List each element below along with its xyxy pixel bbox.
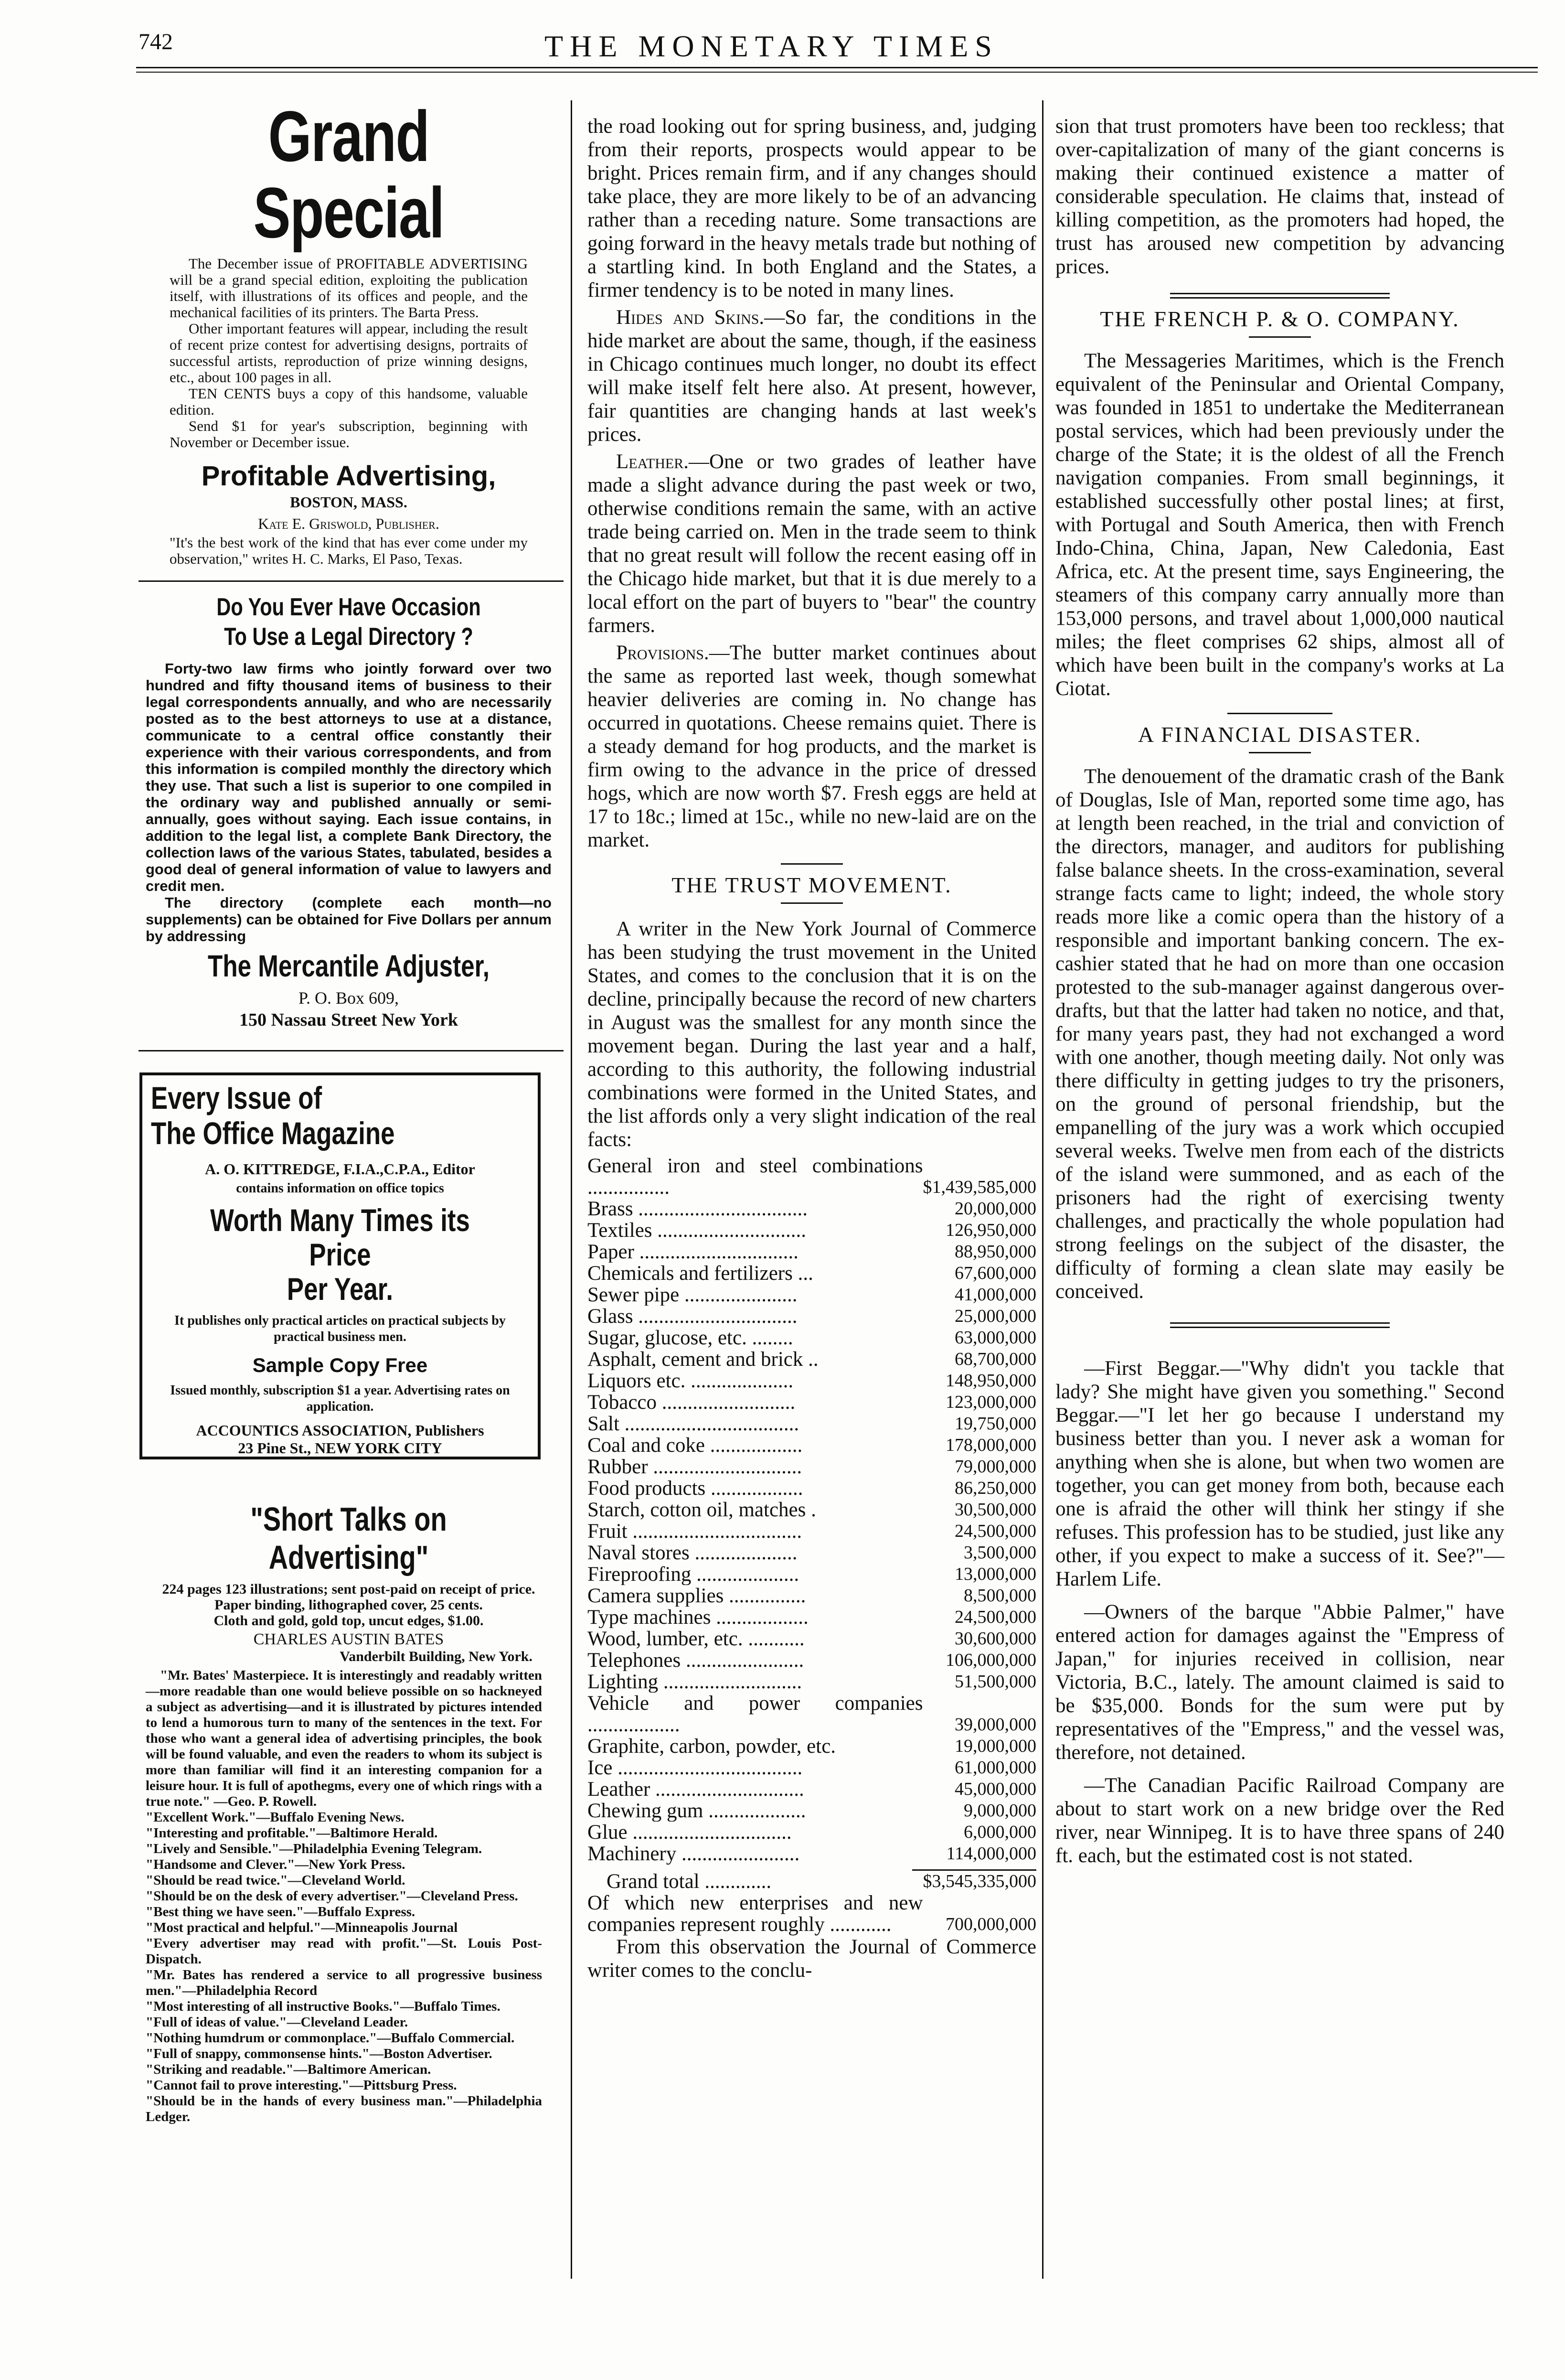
publication-name: Profitable Advertising, xyxy=(201,461,496,492)
po-box: P. O. Box 609, xyxy=(298,988,399,1008)
combination-value: 79,000,000 xyxy=(955,1457,1036,1477)
ad-short-talks xyxy=(136,1500,561,2125)
combination-value: 24,500,000 xyxy=(955,1607,1036,1627)
paragraph: —Owners of the barque "Abbie Palmer," have entered action for damages against the "Empress of Japan," for injuries received in collision, near Victoria, B.C., lately. The amount claimed is said to be $35,000. Bonds for the sum were put by representatives of the "Empress," and the vessel was, therefore, not detained. xyxy=(1055,1601,1504,1764)
combination-value: 9,000,000 xyxy=(964,1801,1036,1821)
sample-copy: Sample Copy Free xyxy=(252,1354,428,1376)
combination-name: Ice .................................... xyxy=(587,1757,803,1779)
testimonial: "It's the best work of the kind that has ever come under my observation," writes H. C. Marks, El Paso, Texas. xyxy=(170,534,528,567)
table-row xyxy=(587,1220,1036,1241)
table-row xyxy=(587,1499,1036,1521)
section-heading: THE FRENCH P. & O. COMPANY. xyxy=(1100,307,1460,331)
combination-value: 20,000,000 xyxy=(955,1199,1036,1219)
table-row xyxy=(587,1564,1036,1585)
section-rule xyxy=(1249,336,1311,338)
combination-name: Chewing gum ................... xyxy=(587,1800,806,1822)
combination-value: 68,700,000 xyxy=(955,1349,1036,1369)
total-value: $3,545,335,000 xyxy=(923,1871,1036,1891)
combination-value: 126,950,000 xyxy=(946,1220,1036,1240)
combination-name: Glue ............................... xyxy=(587,1822,792,1843)
table-row xyxy=(587,1241,1036,1263)
table-row xyxy=(587,1435,1036,1456)
combination-value: 39,000,000 xyxy=(955,1715,1036,1735)
paragraph: the road looking out for spring business, and, judging from their reports, prospects would appear to be bright. Prices remain firm, and if any changes should take place, they are more likely to be of an advancing rather than a receding nature. Some transactions are going forward in the heavy metals trade but nothing of a startling kind. In both England and the States, a firmer tendency is to be noted in many lines. xyxy=(587,115,1036,301)
ad-title: Do You Ever Have Occasion xyxy=(216,593,481,621)
testimonial: "Full of ideas of value."—Cleveland Leader. xyxy=(146,2015,408,2030)
table-row xyxy=(587,1370,1036,1392)
combination-value: 41,000,000 xyxy=(955,1285,1036,1305)
testimonial: "Lively and Sensible."—Philadelphia Evening Telegram. xyxy=(146,1841,482,1856)
masthead: THE MONETARY TIMES xyxy=(544,29,999,63)
table-row xyxy=(587,1392,1036,1413)
header-rule xyxy=(136,67,1538,68)
ad-line: 224 pages 123 illustrations; sent post-paid on receipt of price. xyxy=(162,1581,535,1597)
combination-value: 25,000,000 xyxy=(955,1306,1036,1326)
combinations-table xyxy=(587,1155,1036,1865)
ad-body: Forty-two law firms who jointly forward over two hundred and fifty thousand items of business to their legal correspondents annually, and who are necessarily posted as to the best attorneys to use at a distance, communicate to a central office constantly their experience with their various correspondents, and from this information is compiled monthly the directory which they use. That such a list is superior to one compiled in the ordinary way and published annually or semi-annually, goes without saying. Each issue contains, in addition to the legal list, a complete Bank Directory, the collection laws of the various States, tabulated, besides a good deal of general information of value to lawyers and credit men. xyxy=(146,660,552,894)
paragraph-text: —One or two grades of leather have made a slight advance during the past week or two, otherwise conditions remain the same, with an active trade being carried on. Men in the trade seem to think that no great result will follow the recent easing off in the Chicago hide market, but that it is due merely to a local effort on the part of buyers to "bear" the country farmers. xyxy=(587,450,1036,637)
combination-value: 86,250,000 xyxy=(955,1478,1036,1498)
combination-name: Fireproofing .................... xyxy=(587,1564,799,1585)
paragraph-text: —So far, the conditions in the hide market are about the same, though, if the easiness in Chicago continues much longer, no doubt its effect will make itself felt here also. At present, however, fair quantities are changing hands at last week's prices. xyxy=(587,306,1037,446)
table-row xyxy=(587,1478,1036,1499)
combination-value: 63,000,000 xyxy=(955,1328,1036,1348)
table-row xyxy=(587,1521,1036,1542)
table-row xyxy=(587,1843,1036,1865)
combination-value: 123,000,000 xyxy=(946,1392,1036,1412)
total-row xyxy=(587,1871,1036,1892)
combination-name: Food products .................. xyxy=(587,1478,803,1499)
table-row xyxy=(587,1155,1036,1198)
table-row xyxy=(587,1413,1036,1435)
combination-name: Naval stores .................... xyxy=(587,1542,798,1564)
combination-value: 67,600,000 xyxy=(955,1263,1036,1283)
combination-name: Type machines .................. xyxy=(587,1607,809,1628)
ad-divider xyxy=(138,580,564,582)
combination-name: Leather ............................. xyxy=(587,1779,804,1800)
combination-name: Glass ............................... xyxy=(587,1306,798,1327)
combination-value: 30,500,000 xyxy=(955,1500,1036,1520)
section-rule xyxy=(781,863,843,865)
author: CHARLES AUSTIN BATES xyxy=(253,1630,444,1648)
table-row xyxy=(587,1628,1036,1650)
combination-name: Asphalt, cement and brick .. xyxy=(587,1349,819,1370)
testimonial: "Every advertiser may read with profit."—St. Louis Post-Dispatch. xyxy=(146,1936,542,1967)
combination-value: 3,500,000 xyxy=(964,1543,1036,1563)
table-row xyxy=(587,1779,1036,1800)
paragraph xyxy=(587,306,1036,446)
editor: A. O. KITTREDGE, F.I.A.,C.P.A., Editor xyxy=(205,1160,475,1178)
combination-value: 178,000,000 xyxy=(946,1435,1036,1455)
testimonial: "Mr. Bates' Masterpiece. It is interestingly and readably written—more readable than one would believe possible on so hackneyed a subject as advertising—and it is illustrated by pictures intended to lend a humorous turn to many of the sentences in the text. For those who want a general idea of advertising principles, the book will be found valuable, and even the readers to whom its subject is more than familiar will find it an interesting companion for a leisure hour. It is full of apothegms, every one of which rings with a true note." —Geo. P. Rowell. xyxy=(146,1668,542,1809)
testimonial: "Mr. Bates has rendered a service to all progressive business men."—Philadelphia Record xyxy=(146,1967,542,1998)
run-in-head: Leather. xyxy=(616,450,689,473)
combination-name: Salt .................................. xyxy=(587,1413,799,1435)
ad-body: Other important features will appear, including the result of recent prize contest for advertising designs, portraits of successful artists, reproduction of prize winning designs, etc., about 100 pages in all. xyxy=(170,320,528,386)
section-heading: A FINANCIAL DISASTER. xyxy=(1138,722,1422,747)
section-rule xyxy=(1170,297,1390,299)
ad-legal-directory xyxy=(136,592,561,1031)
combination-name: Sewer pipe ...................... xyxy=(587,1284,798,1306)
paragraph: —First Beggar.—"Why didn't you tackle that lady? She might have given you something." Second Beggar.—"I let her go because I understand my business better than you. I never ask a woman for anything when she is alone, but when two women are together, you can get money from both, because each one is afraid the other will think her stingy if she refuses. This profession has to be studied, just like any other, if you expect to make a success of it. See?"—Harlem Life. xyxy=(1055,1357,1504,1590)
table-row xyxy=(587,1327,1036,1349)
table-row xyxy=(587,1542,1036,1564)
paragraph: sion that trust promoters have been too reckless; that over-capitalization of many of the giant concerns is making their continued existence a matter of considerable speculation. He claims that, instead of killing competition, as the promoters had hoped, the trust has aroused new competition by advancing prices. xyxy=(1055,115,1504,278)
ad-grand-special xyxy=(136,98,561,567)
combination-value: 106,000,000 xyxy=(946,1650,1036,1670)
ad-line: Paper binding, lithographed cover, 25 cents. xyxy=(214,1597,483,1613)
combination-value: 148,950,000 xyxy=(946,1371,1036,1391)
combination-value: 114,000,000 xyxy=(946,1844,1036,1864)
testimonial-list xyxy=(136,1665,561,2125)
section-rule xyxy=(1170,1327,1390,1328)
combination-value: 45,000,000 xyxy=(955,1779,1036,1799)
paragraph: From this observation the Journal of Commerce writer comes to the conclu- xyxy=(587,1936,1036,1982)
combination-value: 30,600,000 xyxy=(955,1629,1036,1649)
table-row xyxy=(587,1585,1036,1607)
issued-line: Issued monthly, subscription $1 a year. Advertising rates on application. xyxy=(170,1383,510,1414)
paragraph-text: —The butter market continues about the same as reported last week, though somewhat heavier deliveries are coming in. No change has occurred in quotations. Cheese remains quiet. There is a steady demand for hog products, and the market is firm owing to the advance in the price of dressed hogs, which are now worth $7. Fresh eggs are held at 17 to 18c.; limed at 15c., while no new-laid are on the market. xyxy=(587,642,1036,851)
section-rule xyxy=(1249,752,1311,753)
table-row xyxy=(587,1693,1036,1736)
column-3 xyxy=(1055,115,1504,1871)
ad-title: Every Issue of xyxy=(151,1080,322,1115)
combination-value: 13,000,000 xyxy=(955,1564,1036,1584)
run-in-head: Provisions. xyxy=(616,642,709,664)
testimonial: "Handsome and Clever."—New York Press. xyxy=(146,1857,405,1872)
ad-line: Cloth and gold, gold top, uncut edges, $1.00. xyxy=(213,1613,484,1629)
ad-title: Grand Special xyxy=(253,96,444,253)
combination-name: Telephones ....................... xyxy=(587,1650,804,1671)
paragraph xyxy=(587,450,1036,637)
combination-name: General iron and steel combinations ................ xyxy=(587,1155,923,1198)
testimonial: "Should be read twice."—Cleveland World. xyxy=(146,1873,405,1888)
table-row xyxy=(587,1263,1036,1284)
table-row xyxy=(587,1198,1036,1220)
testimonial: "Excellent Work."—Buffalo Evening News. xyxy=(146,1810,405,1825)
combination-name: Tobacco .......................... xyxy=(587,1392,796,1413)
combination-value: 19,750,000 xyxy=(955,1414,1036,1434)
testimonial: "Most interesting of all instructive Books."—Buffalo Times. xyxy=(146,1999,500,2014)
table-row xyxy=(587,1671,1036,1693)
table-row xyxy=(587,1736,1036,1757)
testimonial: "Best thing we have seen."—Buffalo Express. xyxy=(146,1904,415,1919)
table-row xyxy=(587,1284,1036,1306)
total-label: Grand total ............. xyxy=(607,1871,772,1892)
contains-line: contains information on office topics xyxy=(236,1181,444,1196)
total-table xyxy=(587,1871,1036,1935)
of-which-value: 700,000,000 xyxy=(946,1914,1036,1934)
paragraph: The Messageries Maritimes, which is the French equivalent of the Peninsular and Oriental Company, was founded in 1851 to undertake the Mediterranean postal services, which had been previously under the charge of the State; it is the oldest of all the French navigation companies. From small beginnings, it established successfully other postal lines; at first, with Portugal and South America, then with French Indo-China, China, Japan, New Caledonia, East Africa, etc. At the present time, says Engineering, the steamers of this company carry annually more than 153,000 persons, and travel about 1,000,000 nautical miles; the fleet comprises 62 ships, almost all of which have been built in the company's works at La Ciotat. xyxy=(1055,350,1504,700)
testimonial: "Striking and readable."—Baltimore American. xyxy=(146,2062,431,2077)
paragraph: A writer in the New York Journal of Commerce has been studying the trust movement in the United States, and comes to the conclusion that it is on the decline, principally because the record of new charters in August was the smallest for any month since the movement began. During the last year and a half, according to this authority, the following industrial combinations were formed in the United States, and the list affords only a very slight indication of the real facts: xyxy=(587,918,1036,1151)
combination-value: 88,950,000 xyxy=(955,1242,1036,1262)
ad-office-magazine xyxy=(139,1072,541,1459)
testimonial: "Full of snappy, commonsense hints."—Boston Advertiser. xyxy=(146,2046,492,2061)
paragraph: The denouement of the dramatic crash of the Bank of Douglas, Isle of Man, reported some time ago, has at length been reached, in the trial and conviction of the directors, manager, and auditors for publishing false balance sheets. In the cross-examination, several strange facts came to light; indeed, the whole story reads more like a comic opera than the history of a responsible and important banking concern. The ex-cashier stated that he had on more than one occasion protested to the sub-manager against dangerous over-drafts, but that the latter had taken no notice, and that, for many years past, they had not exchanged a word with one another, though meeting daily. Not only was there difficulty in getting judges to try the prisoners, on the ground of personal friendship, but the empanelling of the jury was a work which occupied several weeks. Twelve men from each of the districts of the island were summoned, and as each of the prisoners had the right of exercising twenty challenges, and practically the whole population had strong feelings on the subject of the disaster, the difficulty of forming a clean slate may easily be conceived. xyxy=(1055,765,1504,1303)
column-divider-2 xyxy=(1042,100,1043,2279)
combination-name: Rubber ............................. xyxy=(587,1456,802,1478)
ad-body: TEN CENTS buys a copy of this handsome, valuable edition. xyxy=(170,385,528,418)
combination-name: Liquors etc. .................... xyxy=(587,1370,794,1392)
table-row xyxy=(587,1757,1036,1779)
association-address: 23 Pine St., NEW YORK CITY xyxy=(238,1439,442,1457)
combination-name: Machinery ....................... xyxy=(587,1843,800,1865)
run-in-head: Hides and Skins. xyxy=(616,306,765,329)
combination-name: Graphite, carbon, powder, etc. xyxy=(587,1736,836,1757)
of-which-row xyxy=(587,1892,1036,1935)
combination-name: Sugar, glucose, etc. ........ xyxy=(587,1327,793,1349)
publisher-name: Kate E. Griswold, Publisher. xyxy=(258,515,439,532)
page-number: 742 xyxy=(138,29,173,54)
ad-title: "Short Talks on Advertising" xyxy=(250,1501,447,1576)
section-rule xyxy=(781,902,843,904)
association: ACCOUNTICS ASSOCIATION, Publishers xyxy=(196,1422,484,1439)
combination-name: Brass ................................. xyxy=(587,1198,808,1220)
table-row xyxy=(587,1349,1036,1370)
table-row xyxy=(587,1607,1036,1628)
column-2 xyxy=(587,115,1036,1986)
worth-line: Worth Many Times its Price xyxy=(210,1202,470,1272)
ad-divider xyxy=(138,1050,564,1051)
combination-value: 8,500,000 xyxy=(964,1586,1036,1606)
combination-name: Starch, cotton oil, matches . xyxy=(587,1499,816,1521)
combination-value: 24,500,000 xyxy=(955,1521,1036,1541)
combination-value: 19,000,000 xyxy=(955,1736,1036,1756)
section-rule xyxy=(1170,293,1390,294)
paragraph xyxy=(587,641,1036,852)
combination-name: Wood, lumber, etc. ........... xyxy=(587,1628,805,1650)
street-address: 150 Nassau Street New York xyxy=(239,1010,458,1030)
section-rule xyxy=(1170,1322,1390,1324)
of-which-label: Of which new enterprises and new companies represent roughly ............ xyxy=(587,1892,923,1936)
table-row xyxy=(587,1650,1036,1671)
section-rule xyxy=(1227,713,1332,714)
table-row xyxy=(587,1306,1036,1327)
ad-body: Send $1 for year's subscription, beginning with November or December issue. xyxy=(170,418,528,450)
table-row xyxy=(587,1822,1036,1843)
combination-value: 51,500,000 xyxy=(955,1672,1036,1692)
combination-name: Coal and coke .................. xyxy=(587,1435,803,1456)
testimonial: "Should be on the desk of every advertiser."—Cleveland Press. xyxy=(146,1888,518,1904)
worth-line: Per Year. xyxy=(287,1271,394,1307)
combination-name: Paper ............................... xyxy=(587,1241,798,1263)
header-rule-2 xyxy=(136,72,1538,73)
combination-name: Fruit ................................. xyxy=(587,1521,802,1542)
testimonial: "Most practical and helpful."—Minneapolis Journal xyxy=(146,1920,458,1935)
table-row xyxy=(587,1456,1036,1478)
advertiser-name: The Mercantile Adjuster, xyxy=(208,949,490,983)
author-address: Vanderbilt Building, New York. xyxy=(340,1649,532,1664)
table-row xyxy=(587,1800,1036,1822)
paragraph: —The Canadian Pacific Railroad Company are about to start work on a new bridge over the Red river, near Winnipeg. It is to have three spans of 240 ft. each, but the estimated cost is not stated. xyxy=(1055,1774,1504,1867)
ad-body: The directory (complete each month—no supplements) can be obtained for Five Dollars per annum by addressing xyxy=(146,894,552,944)
testimonial: "Interesting and profitable."—Baltimore Herald. xyxy=(146,1825,438,1841)
ad-title: The Office Magazine xyxy=(151,1115,395,1151)
combination-name: Lighting ........................... xyxy=(587,1671,802,1693)
testimonial: "Cannot fail to prove interesting."—Pittsburg Press. xyxy=(146,2078,457,2093)
testimonial: "Should be in the hands of every business man."—Philadelphia Ledger. xyxy=(146,2093,542,2124)
publication-city: BOSTON, MASS. xyxy=(290,493,407,511)
combination-name: Textiles ............................. xyxy=(587,1220,807,1241)
combination-value: 6,000,000 xyxy=(964,1822,1036,1842)
testimonial: "Nothing humdrum or commonplace."—Buffalo Commercial. xyxy=(146,2030,515,2046)
combination-value: 61,000,000 xyxy=(955,1758,1036,1778)
publishes-line: It publishes only practical articles on practical subjects by practical business men. xyxy=(174,1313,506,1344)
ad-body: The December issue of PROFITABLE ADVERTISING will be a grand special edition, exploiting the publication itself, with illustrations of its offices and people, and the mechanical facilities of its printers. The Barta Press. xyxy=(170,255,528,321)
combination-name: Chemicals and fertilizers ... xyxy=(587,1263,813,1284)
combination-name: Camera supplies ............... xyxy=(587,1585,806,1607)
column-divider-1 xyxy=(571,100,572,2279)
ad-title: To Use a Legal Directory ? xyxy=(224,623,473,651)
combination-name: Vehicle and power companies .................. xyxy=(587,1693,923,1736)
combination-value: $1,439,585,000 xyxy=(923,1177,1036,1197)
section-heading: THE TRUST MOVEMENT. xyxy=(671,873,952,897)
